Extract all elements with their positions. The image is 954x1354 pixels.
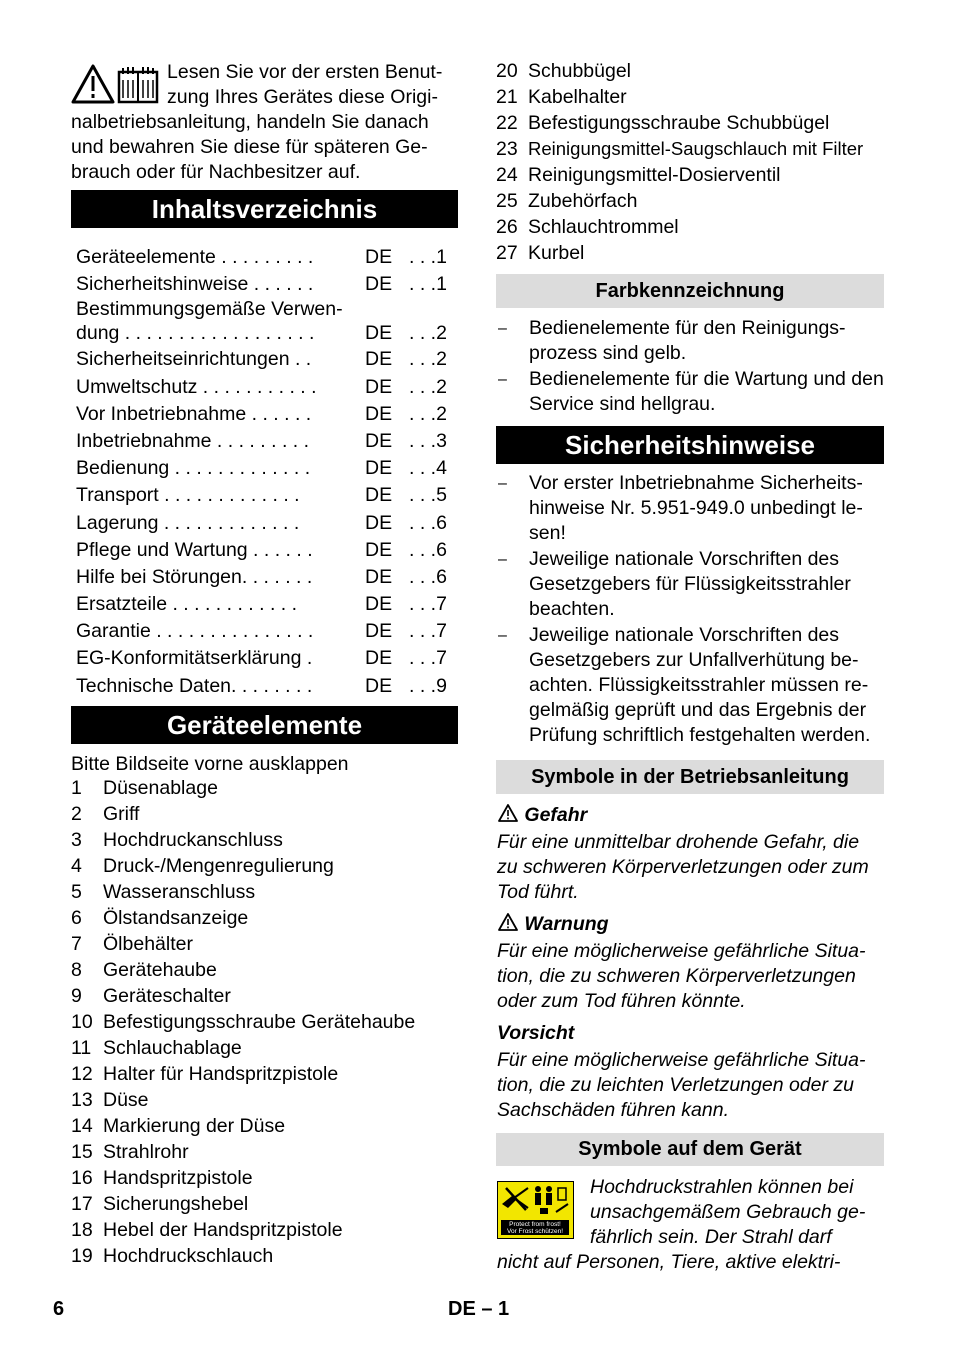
list-item (496, 84, 883, 110)
toc-entry-lang: DE (365, 273, 393, 296)
item-label: Düsenablage (103, 777, 218, 799)
label-line-1: Protect from frost! (509, 1221, 561, 1228)
warning-manual-icon (71, 62, 163, 108)
toc-entry-page: . . .7 (409, 647, 447, 670)
list-item (71, 1061, 458, 1087)
danger-label: Gefahr (524, 804, 588, 826)
toc-entry-lang: DE (365, 375, 393, 398)
item-number: 13 (71, 1089, 93, 1111)
warning-triangle-icon (497, 912, 519, 932)
toc-entry-title (76, 297, 361, 345)
table-of-contents (76, 244, 456, 700)
item-label: Strahlrohr (103, 1141, 189, 1163)
toc-entry-title: Geräteelemente . . . . . . . . . (76, 246, 314, 268)
toc-entry[interactable] (76, 374, 456, 401)
list-item (71, 983, 458, 1009)
symbols-manual-heading: Symbole in der Betriebsanleitung (496, 760, 884, 794)
list-item (496, 136, 883, 162)
danger-title (497, 802, 885, 828)
item-number: 3 (71, 829, 82, 851)
item-label: Markierung der Düse (103, 1115, 286, 1137)
item-label: Hochdruckanschluss (103, 829, 283, 851)
toc-entry-lang: DE (365, 484, 393, 507)
item-number: 23 (496, 138, 518, 160)
item-label: Griff (103, 803, 140, 825)
item-label: Geräteschalter (103, 985, 231, 1007)
toc-entry-lang: DE (365, 511, 393, 534)
toc-entry-lang: DE (365, 322, 393, 345)
item-number: 9 (71, 985, 82, 1007)
color-marking-heading: Farbkennzeichnung (496, 274, 884, 308)
toc-entry-title: Bedienung . . . . . . . . . . . . . (76, 457, 311, 480)
list-item (496, 188, 883, 214)
elements-intro: Bitte Bildseite vorne ausklappen (71, 753, 349, 775)
list-item: – Jeweilige nationale Vorschriften des Gesetzgebers zur Unfallverhütung be-achten. Flüssigkeitsstrahler müssen re-gelmäßig geprüft und das Ergebnis der Prüfung schriftlich festgehalten werden. (496, 623, 884, 748)
toc-entry-page: . . .7 (409, 593, 447, 616)
item-number: 12 (71, 1063, 93, 1085)
danger-text: Für eine unmittelbar drohende Gefahr, die zu schweren Körperverletzungen oder zum Tod führt. (497, 831, 869, 903)
toc-entry[interactable] (76, 298, 456, 346)
symbols-manual-block (497, 802, 885, 1123)
toc-entry-lang: DE (365, 348, 393, 371)
symbols-device-text-2: nicht auf Personen, Tiere, aktive elektri- (497, 1251, 841, 1273)
intro-line-2: zung Ihres Gerätes diese Origi- (167, 86, 438, 108)
item-label: Reinigungsmittel-Dosierventil (528, 164, 781, 186)
list-item (71, 957, 458, 983)
toc-entry-title: Pflege und Wartung . . . . . . (76, 538, 313, 561)
intro-line-3: nalbetriebsanleitung, handeln Sie danach (71, 111, 429, 133)
item-label: Düse (103, 1089, 149, 1111)
item-number: 7 (71, 933, 82, 955)
caution-label: Vorsicht (497, 1022, 575, 1044)
toc-entry-lang: DE (365, 593, 393, 616)
intro-line-1: Lesen Sie vor der ersten Benut- (167, 61, 443, 83)
list-item: – Jeweilige nationale Vorschriften des Gesetzgebers für Flüssigkeitsstrahler beachten. (496, 547, 884, 622)
toc-entry-title-line: dung . . . . . . . . . . . . . . . . . . (76, 322, 315, 345)
list-item (71, 1139, 458, 1165)
warning-triangle-icon (497, 803, 519, 823)
toc-entry-page: . . .4 (409, 457, 447, 480)
toc-entry-lang: DE (365, 674, 393, 697)
list-item (496, 162, 883, 188)
item-label: Kurbel (528, 242, 585, 264)
toc-entry-title: EG-Konformitätserklärung . (76, 647, 313, 670)
toc-entry-title: Vor Inbetriebnahme . . . . . . (76, 402, 312, 425)
toc-entry-title: Sicherheitseinrichtungen . . (76, 348, 312, 371)
item-label: Wasseranschluss (103, 881, 256, 903)
toc-entry[interactable] (76, 482, 456, 509)
item-label: Zubehörfach (528, 190, 638, 212)
color-marking-list (496, 316, 884, 418)
warning-title (497, 911, 885, 937)
toc-entry-lang: DE (365, 402, 393, 425)
toc-entry-title: Technische Daten. . . . . . . . (76, 674, 313, 697)
symbols-device-text-block (497, 1175, 885, 1275)
toc-entry-lang: DE (365, 457, 393, 480)
toc-entry[interactable] (76, 346, 456, 373)
toc-entry-title-line: Bestimmungsgemäße Verwen- (76, 298, 343, 321)
elements-list-right (496, 58, 883, 266)
list-item (71, 1165, 458, 1191)
intro-line-4: und bewahren Sie diese für späteren Ge- (71, 136, 428, 158)
list-item: – Bedienelemente für den Reinigungs-prozess sind gelb. (496, 316, 884, 366)
toc-entry-page: . . .2 (409, 402, 447, 425)
list-item (496, 110, 883, 136)
item-number: 14 (71, 1115, 93, 1137)
item-number: 21 (496, 86, 518, 108)
toc-entry[interactable] (76, 618, 456, 645)
symbols-device-heading: Symbole auf dem Gerät (496, 1133, 884, 1166)
item-label: Gerätehaube (103, 959, 217, 981)
item-number: 17 (71, 1193, 93, 1215)
toc-entry-page: . . .9 (409, 674, 447, 697)
item-label: Schubbügel (528, 60, 632, 82)
toc-entry-page: . . .6 (409, 538, 447, 561)
list-item (496, 214, 883, 240)
list-item (71, 931, 458, 957)
item-number: 16 (71, 1167, 93, 1189)
item-label: Ölbehälter (103, 933, 193, 955)
item-label: Ölstandsanzeige (103, 907, 249, 929)
item-number: 20 (496, 60, 518, 82)
warning-text: Für eine möglicherweise gefährliche Situa-tion, die zu schweren Körperverletzungen oder zum Tod führen könnte. (497, 940, 866, 1012)
item-label: Befestigungsschraube Schubbügel (528, 112, 830, 134)
item-number: 5 (71, 881, 82, 903)
list-item (71, 905, 458, 931)
item-number: 22 (496, 112, 518, 134)
warning-label: Warnung (524, 913, 609, 935)
toc-entry-lang: DE (365, 538, 393, 561)
toc-entry-page: . . .1 (409, 273, 447, 296)
item-number: 19 (71, 1245, 93, 1267)
list-item (71, 879, 458, 905)
toc-entry[interactable] (76, 673, 456, 700)
item-number: 11 (71, 1037, 92, 1059)
list-item (71, 775, 458, 801)
item-label: Druck-/Mengenregulierung (103, 855, 334, 877)
toc-entry-lang: DE (365, 565, 393, 588)
item-label: Befestigungsschraube Gerätehaube (103, 1011, 416, 1033)
page-number-right: DE – 1 (448, 1298, 510, 1320)
list-item (71, 1243, 458, 1269)
list-item (496, 240, 883, 266)
toc-entry[interactable] (76, 455, 456, 482)
list-item (71, 1113, 458, 1139)
item-number: 6 (71, 907, 82, 929)
item-number: 18 (71, 1219, 93, 1241)
label-line-2: Vor Frost schützen! (507, 1228, 563, 1235)
list-item (71, 1009, 458, 1035)
page-number-left: 6 (53, 1298, 65, 1320)
toc-entry-title: Garantie . . . . . . . . . . . . . . . (76, 620, 314, 643)
list-item (71, 1191, 458, 1217)
toc-entry[interactable] (76, 537, 456, 564)
toc-entry-page: . . .7 (409, 620, 447, 643)
toc-entry-page: . . .3 (409, 429, 447, 452)
list-item (71, 1035, 458, 1061)
toc-entry-title: Umweltschutz . . . . . . . . . . . (76, 375, 317, 398)
toc-entry-page: . . .6 (409, 511, 447, 534)
toc-entry-lang: DE (365, 246, 393, 268)
toc-entry-page: . . .6 (409, 565, 447, 588)
item-label: Halter für Handspritzpistole (103, 1063, 339, 1085)
item-label: Handspritzpistole (103, 1167, 253, 1189)
toc-entry[interactable] (76, 271, 456, 298)
intro-block (71, 60, 458, 185)
toc-entry-title: Lagerung . . . . . . . . . . . . . (76, 511, 300, 534)
list-item: – Vor erster Inbetriebnahme Sicherheits-hinweise Nr. 5.951-949.0 unbedingt le-sen! (496, 471, 884, 546)
caution-text: Für eine möglicherweise gefährliche Situa-tion, die zu leichten Verletzungen oder zu Sachschäden führen kann. (497, 1049, 866, 1121)
list-item: – Bedienelemente für die Wartung und den Service sind hellgrau. (496, 367, 884, 417)
toc-entry[interactable] (76, 401, 456, 428)
toc-entry-title: Sicherheitshinweise . . . . . . (76, 273, 314, 296)
list-item (71, 827, 458, 853)
symbols-device-text-1: Hochdruckstrahlen können bei unsachgemäßem Gebrauch ge-fährlich sein. Der Strahl darf (590, 1176, 866, 1248)
item-label: Reinigungsmittel-Saugschlauch mit Filter (528, 138, 864, 159)
toc-entry-title: Hilfe bei Störungen. . . . . . . (76, 565, 313, 588)
item-number: 10 (71, 1011, 93, 1033)
item-number: 15 (71, 1141, 93, 1163)
item-number: 8 (71, 959, 82, 981)
safety-heading: Sicherheitshinweise (496, 426, 884, 464)
safety-list (496, 471, 884, 749)
item-number: 4 (71, 855, 82, 877)
item-number: 24 (496, 164, 518, 186)
toc-entry-lang: DE (365, 647, 393, 670)
toc-entry[interactable] (76, 428, 456, 455)
list-item (71, 853, 458, 879)
toc-entry[interactable] (76, 591, 456, 618)
toc-entry[interactable] (76, 510, 456, 537)
item-label: Schlauchablage (103, 1037, 242, 1059)
item-label: Sicherungshebel (103, 1193, 249, 1215)
item-label: Kabelhalter (528, 86, 627, 108)
list-item (496, 58, 883, 84)
elements-heading: Geräteelemente (71, 706, 458, 744)
toc-entry-page: . . .5 (409, 484, 447, 507)
elements-list-left (71, 775, 458, 1269)
list-item (71, 1087, 458, 1113)
item-number: 26 (496, 216, 518, 238)
toc-entry-lang: DE (365, 620, 393, 643)
toc-entry[interactable] (76, 645, 456, 672)
item-label: Hochdruckschlauch (103, 1245, 274, 1267)
list-item (71, 1217, 458, 1243)
toc-entry-title: Inbetriebnahme . . . . . . . . . (76, 429, 310, 452)
toc-entry-page: . . .2 (409, 375, 447, 398)
toc-entry-title: Transport . . . . . . . . . . . . . (76, 484, 300, 507)
item-number: 25 (496, 190, 518, 212)
item-number: 1 (71, 777, 82, 799)
list-item (71, 801, 458, 827)
toc-entry-page: . . .2 (409, 322, 447, 345)
toc-entry-title: Ersatzteile . . . . . . . . . . . . (76, 593, 298, 616)
intro-line-5: brauch oder für Nachbesitzer auf. (71, 161, 361, 183)
toc-entry-lang: DE (365, 429, 393, 452)
item-label: Schlauchtrommel (528, 216, 679, 238)
toc-entry[interactable] (76, 564, 456, 591)
toc-heading: Inhaltsverzeichnis (71, 190, 458, 228)
item-number: 27 (496, 242, 518, 264)
item-number: 2 (71, 803, 82, 825)
toc-entry-page: . . .1 (409, 246, 447, 268)
toc-entry[interactable] (76, 244, 456, 271)
item-label: Hebel der Handspritzpistole (103, 1219, 343, 1241)
toc-entry-page: . . .2 (409, 348, 447, 371)
